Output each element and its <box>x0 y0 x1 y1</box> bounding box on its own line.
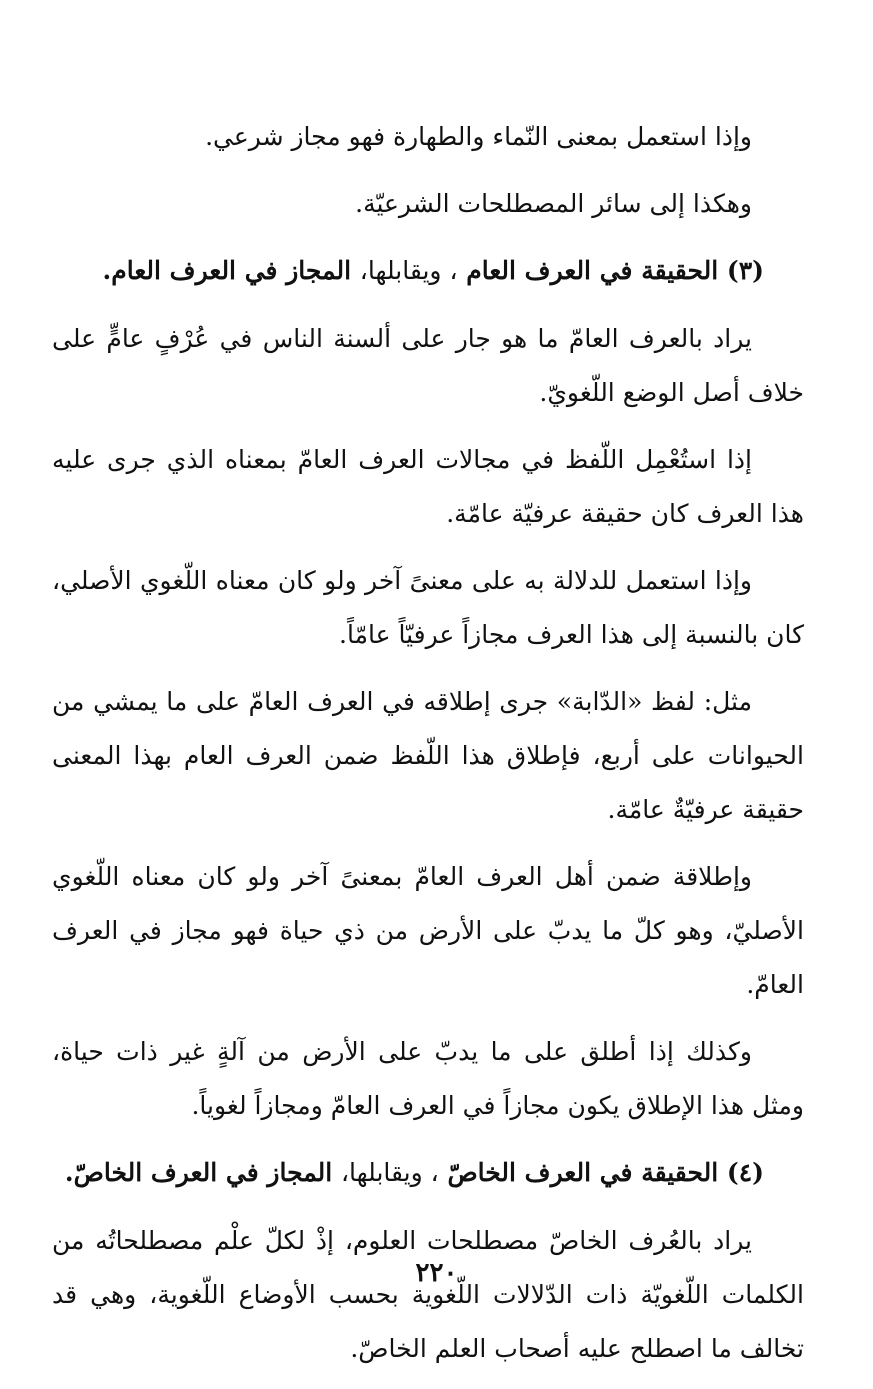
paragraph-sharia-terms: وهكذا إلى سائر المصطلحات الشرعيّة. <box>355 189 752 218</box>
section-heading-general-custom <box>52 244 804 298</box>
heading-connector: ، ويقابلها، <box>340 1158 439 1187</box>
paragraph-special-custom-definition: يراد بالعُرف الخاصّ مصطلحات العلوم، إذْ لكلّ علْم مصطلحاتُه من الكلمات اللّغويّة ذات الدّلالات اللّغوية بحسب الأوضاع اللّغوية، وهي قد تخالف ما اصطلح عليه أصحاب العلم الخاصّ. <box>52 1226 804 1363</box>
heading-truth-general: الحقيقة في العرف العام <box>466 256 719 285</box>
heading-number: (٤) <box>726 1158 764 1187</box>
heading-metaphor-special: المجاز في العرف الخاصّ. <box>64 1158 333 1187</box>
heading-number: (٣) <box>726 256 764 285</box>
heading-connector: ، ويقابلها، <box>359 256 458 285</box>
section-heading-special-custom <box>52 1146 804 1200</box>
paragraph-general-metaphor: وإذا استعمل للدلالة به على معنىً آخر ولو كان معناه اللّغوي الأصلي، كان بالنسبة إلى هذا العرف مجازاً عرفيّاً عامّاً. <box>52 566 804 649</box>
paragraph-general-truth: إذا استُعْمِل اللّفظ في مجالات العرف العامّ بمعناه الذي جرى عليه هذا العرف كان حقيقة عرفيّة عامّة. <box>52 445 804 528</box>
heading-truth-special: الحقيقة في العرف الخاصّ <box>447 1158 719 1187</box>
paragraph-example-dabba: مثل: لفظ «الدّابة» جرى إطلاقه في العرف العامّ على ما يمشي من الحيوانات على أربع، فإطلاق هذا اللّفظ ضمن العرف العام بهذا المعنى حقيقة عرفيّةٌ عامّة. <box>52 687 804 824</box>
page-number: ٢٢٠ <box>415 1258 458 1288</box>
paragraph-dabba-machine: وكذلك إذا أطلق على ما يدبّ على الأرض من آلةٍ غير ذات حياة، ومثل هذا الإطلاق يكون مجازاً في العرف العامّ ومجازاً لغوياً. <box>52 1037 804 1120</box>
paragraph-general-custom-definition: يراد بالعرف العامّ ما هو جار على ألسنة الناس في عُرْفٍ عامٍّ على خلاف أصل الوضع اللّغويّ. <box>52 324 804 407</box>
paragraph-dabba-metaphor: وإطلاقة ضمن أهل العرف العامّ بمعنىً آخر ولو كان معناه اللّغوي الأصليّ، وهو كلّ ما يدبّ على الأرض من ذي حياة فهو مجاز في العرف العامّ. <box>52 862 804 999</box>
page-body <box>52 110 804 1389</box>
paragraph-sharia-metaphor: وإذا استعمل بمعنى النّماء والطهارة فهو مجاز شرعي. <box>205 122 752 151</box>
heading-metaphor-general: المجاز في العرف العام. <box>102 256 352 285</box>
